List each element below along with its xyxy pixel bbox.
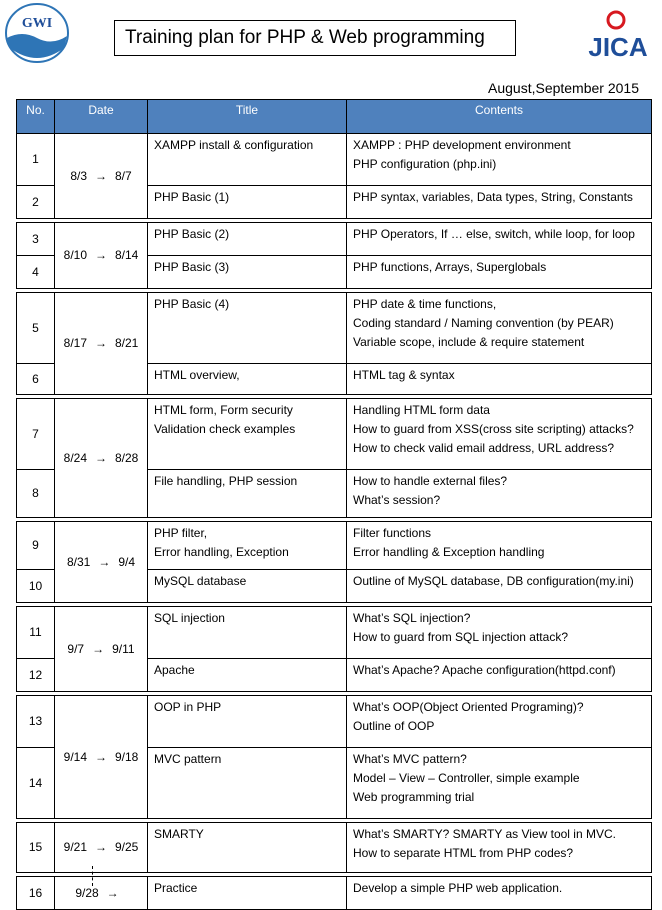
row-number: 6: [17, 364, 55, 395]
arrow-right-icon: →: [98, 554, 111, 569]
session-title: [148, 696, 347, 748]
session-title: [148, 470, 347, 518]
content-line: What’s SQL injection?: [353, 611, 471, 625]
week-date: [55, 522, 148, 603]
session-title: [148, 186, 347, 219]
row-number: 3: [17, 223, 55, 256]
date-range: August,September 2015: [488, 80, 639, 96]
content-line: How to guard from XSS(cross site scripting) attacks?: [353, 422, 634, 436]
date-to: 8/21: [115, 336, 139, 350]
title-line: MVC pattern: [154, 752, 222, 766]
content-line: Outline of OOP: [353, 719, 435, 733]
row-number: 4: [17, 256, 55, 289]
session-contents: [347, 470, 652, 518]
title-line: PHP Basic (2): [154, 227, 230, 241]
content-line: How to handle external files?: [353, 474, 508, 488]
page-title: Training plan for PHP & Web programming: [114, 20, 516, 56]
content-line: XAMPP : PHP development environment: [353, 138, 571, 152]
session-contents: [347, 522, 652, 570]
jica-logo: [578, 4, 658, 62]
content-line: PHP date & time functions,: [353, 297, 497, 311]
row-number: 11: [17, 607, 55, 659]
content-line: What’s SMARTY? SMARTY as View tool in MVC.: [353, 827, 616, 841]
date-to: 9/18: [115, 749, 139, 764]
content-line: What’s OOP(Object Oriented Programing)?: [353, 700, 584, 714]
session-title: [148, 293, 347, 364]
date-from: 9/28: [75, 885, 99, 900]
title-line: PHP Basic (3): [154, 260, 230, 274]
date-from: 8/31: [66, 554, 91, 569]
title-line: HTML form, Form security: [154, 403, 293, 417]
content-line: Web programming trial: [353, 790, 475, 804]
week-date: [55, 696, 148, 819]
session-title: [148, 134, 347, 186]
arrow-right-icon: →: [106, 885, 119, 900]
session-contents: [347, 293, 652, 364]
date-to: 8/7: [115, 168, 132, 183]
session-contents: [347, 696, 652, 748]
arrow-right-icon: →: [95, 840, 107, 854]
content-line: Error handling & Exception handling: [353, 545, 545, 559]
content-line: Develop a simple PHP web application.: [353, 881, 563, 895]
session-contents: [347, 877, 652, 910]
content-line: Filter functions: [353, 526, 432, 540]
gwi-logo-text: GWI: [21, 16, 53, 31]
row-number: 8: [17, 470, 55, 518]
session-title: [148, 748, 347, 819]
date-from: 8/24: [63, 450, 87, 465]
date-to: 9/4: [118, 554, 136, 569]
content-line: What’s session?: [353, 493, 441, 507]
content-line: How to separate HTML from PHP codes?: [353, 846, 574, 860]
week-date: [55, 877, 148, 910]
date-from: 8/17: [63, 336, 87, 350]
training-plan-table: [16, 99, 652, 910]
gwi-logo: [4, 2, 70, 64]
week-date: [55, 823, 148, 873]
arrow-right-icon: →: [95, 168, 107, 183]
title-line: OOP in PHP: [154, 700, 222, 714]
arrow-right-icon: →: [95, 749, 107, 764]
table-header-row: [17, 100, 652, 134]
date-to: 9/25: [115, 840, 139, 854]
content-line: What’s Apache? Apache configuration(httpd.conf): [353, 663, 616, 677]
arrow-right-icon: →: [95, 248, 107, 262]
title-line: Validation check examples: [154, 422, 296, 436]
content-line: Model – View – Controller, simple example: [353, 771, 580, 785]
column-header-no: No.: [17, 100, 55, 134]
session-contents: [347, 823, 652, 873]
session-contents: [347, 256, 652, 289]
arrow-right-icon: →: [95, 336, 107, 350]
row-number: 16: [17, 877, 55, 910]
session-contents: [347, 607, 652, 659]
row-number: 2: [17, 186, 55, 219]
week-date: [55, 293, 148, 395]
session-title: [148, 877, 347, 910]
date-to: 8/14: [115, 248, 139, 262]
title-line: SMARTY: [154, 827, 204, 841]
session-contents: [347, 659, 652, 692]
date-to: 9/11: [112, 641, 135, 656]
title-line: Apache: [154, 663, 195, 677]
column-header-date: Date: [55, 100, 148, 134]
jica-logo-text: JICA: [588, 32, 648, 62]
row-number: 1: [17, 134, 55, 186]
title-line: XAMPP install & configuration: [154, 138, 314, 152]
content-line: Variable scope, include & require statement: [353, 335, 585, 349]
content-line: HTML tag & syntax: [353, 368, 455, 382]
title-line: File handling, PHP session: [154, 474, 298, 488]
arrow-right-icon: →: [92, 641, 105, 656]
title-line: PHP filter,: [154, 526, 208, 540]
title-line: PHP Basic (4): [154, 297, 230, 311]
row-number: 12: [17, 659, 55, 692]
content-line: What’s MVC pattern?: [353, 752, 467, 766]
session-title: [148, 607, 347, 659]
content-line: PHP functions, Arrays, Superglobals: [353, 260, 547, 274]
table-row: [17, 134, 652, 186]
session-contents: [347, 223, 652, 256]
date-from: 9/7: [67, 641, 85, 656]
table-row: [17, 877, 652, 910]
session-contents: [347, 364, 652, 395]
content-line: PHP Operators, If … else, switch, while loop, for loop: [353, 227, 635, 241]
column-header-title: Title: [148, 100, 347, 134]
content-line: How to check valid email address, URL address?: [353, 441, 615, 455]
week-date: [55, 607, 148, 692]
date-to: 8/28: [115, 450, 139, 465]
row-number: 15: [17, 823, 55, 873]
arrow-right-icon: →: [95, 450, 107, 465]
date-from: 9/14: [63, 749, 87, 764]
table-row: [17, 399, 652, 470]
content-line: PHP syntax, variables, Data types, String, Constants: [353, 190, 633, 204]
session-title: [148, 223, 347, 256]
session-contents: [347, 748, 652, 819]
column-header-contents: Contents: [347, 100, 652, 134]
title-line: SQL injection: [154, 611, 225, 625]
table-row: [17, 607, 652, 659]
title-line: Error handling, Exception: [154, 545, 289, 559]
table-row: [17, 293, 652, 364]
session-title: [148, 570, 347, 603]
session-contents: [347, 570, 652, 603]
session-title: [148, 522, 347, 570]
session-contents: [347, 399, 652, 470]
content-line: Handling HTML form data: [353, 403, 490, 417]
dashed-continuation-line: [92, 866, 93, 886]
table-row: [17, 823, 652, 873]
week-date: [55, 134, 148, 219]
session-title: [148, 399, 347, 470]
row-number: 14: [17, 748, 55, 819]
session-title: [148, 364, 347, 395]
row-number: 9: [17, 522, 55, 570]
title-line: PHP Basic (1): [154, 190, 230, 204]
week-date: [55, 399, 148, 518]
content-line: PHP configuration (php.ini): [353, 157, 497, 171]
session-title: [148, 823, 347, 873]
session-title: [148, 256, 347, 289]
session-contents: [347, 186, 652, 219]
title-line: MySQL database: [154, 574, 247, 588]
content-line: How to guard from SQL injection attack?: [353, 630, 568, 644]
content-line: Outline of MySQL database, DB configuration(my.ini): [353, 574, 634, 588]
date-from: 9/21: [63, 840, 87, 854]
row-number: 10: [17, 570, 55, 603]
session-contents: [347, 134, 652, 186]
session-title: [148, 659, 347, 692]
table-row: [17, 696, 652, 748]
table-body: [17, 134, 652, 910]
title-line: Practice: [154, 881, 198, 895]
content-line: Coding standard / Naming convention (by PEAR): [353, 316, 614, 330]
title-line: HTML overview,: [154, 368, 240, 382]
table-row: [17, 522, 652, 570]
week-date: [55, 223, 148, 289]
row-number: 13: [17, 696, 55, 748]
date-from: 8/3: [70, 168, 87, 183]
date-from: 8/10: [63, 248, 87, 262]
row-number: 7: [17, 399, 55, 470]
table-row: [17, 223, 652, 256]
row-number: 5: [17, 293, 55, 364]
